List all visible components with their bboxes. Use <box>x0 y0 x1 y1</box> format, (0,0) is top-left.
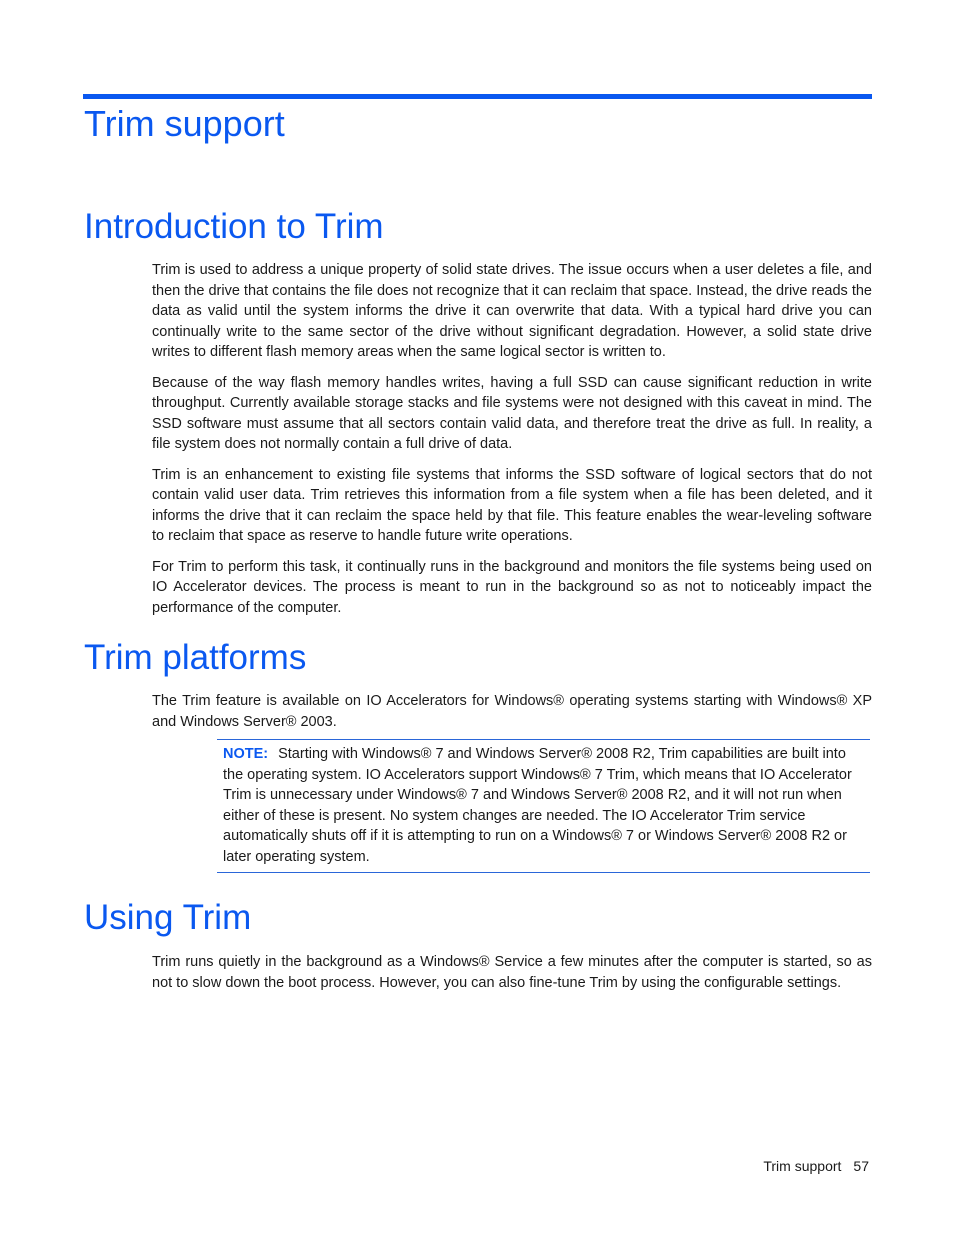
section-body-platforms <box>152 691 872 742</box>
chapter-top-rule <box>83 94 872 99</box>
paragraph: The Trim feature is available on IO Accelerators for Windows® operating systems starting with Windows® XP and Windows Server® 2003. <box>152 693 872 730</box>
note-text-block <box>223 744 866 867</box>
note-box <box>217 739 870 873</box>
page-number: 57 <box>853 1158 869 1174</box>
chapter-title: Trim support <box>84 103 285 144</box>
footer-section-name: Trim support <box>763 1158 842 1174</box>
note-label: NOTE: <box>223 746 269 762</box>
page-footer <box>763 1158 869 1174</box>
paragraph: Trim is an enhancement to existing file systems that informs the SSD software of logical sectors that do not contain valid user data. Trim retrieves this information from a file system when a file has been deleted, and it informs the drive that it can reclaim the space held by that file. This feature enables the wear-leveling software to reclaim that space as reserve to handle future write operations. <box>152 466 872 544</box>
section-title-platforms: Trim platforms <box>84 638 307 677</box>
paragraph: Because of the way flash memory handles writes, having a full SSD can cause significant reduction in write throughput. Currently available storage stacks and file systems were not designed with this caveat in mind. The SSD software must assume that all sectors contain valid data, and therefore treat the drive as full. In reality, a file system does not normally contain a full drive of data. <box>152 374 872 452</box>
section-body-introduction <box>152 260 872 628</box>
paragraph: Trim runs quietly in the background as a Windows® Service a few minutes after the computer is started, so as not to slow down the boot process. However, you can also fine-tune Trim by using the configurable settings. <box>152 954 872 991</box>
paragraph: Trim is used to address a unique property of solid state drives. The issue occurs when a user deletes a file, and then the drive that contains the file does not recognize that it can reclaim that space. Instead, the drive reads the data as valid until the system informs the drive it can overwrite that data. With a typical hard drive you can continually write to the same sector of the drive without significant degradation. However, a solid state drive writes to different flash memory areas when the same logical sector is written to. <box>152 262 872 360</box>
paragraph: For Trim to perform this task, it continually runs in the background and monitors the file systems being used on IO Accelerator devices. The process is meant to run in the background so as not to noticeably impact the performance of the computer. <box>152 558 872 616</box>
section-title-introduction: Introduction to Trim <box>84 207 384 246</box>
note-text: Starting with Windows® 7 and Windows Server® 2008 R2, Trim capabilities are built into the operating system. IO Accelerators support Windows® 7 Trim, which means that IO Accelerator Trim is unnecessary under Windows® 7 and Windows Server® 2008 R2, and it will not run when either of these is present. No system changes are needed. The IO Accelerator Trim service automatically shuts off if it is attempting to run on a Windows® 7 or Windows Server® 2008 R2 or later operating system. <box>223 746 852 865</box>
section-body-using <box>152 952 872 1003</box>
section-title-using: Using Trim <box>84 898 252 937</box>
